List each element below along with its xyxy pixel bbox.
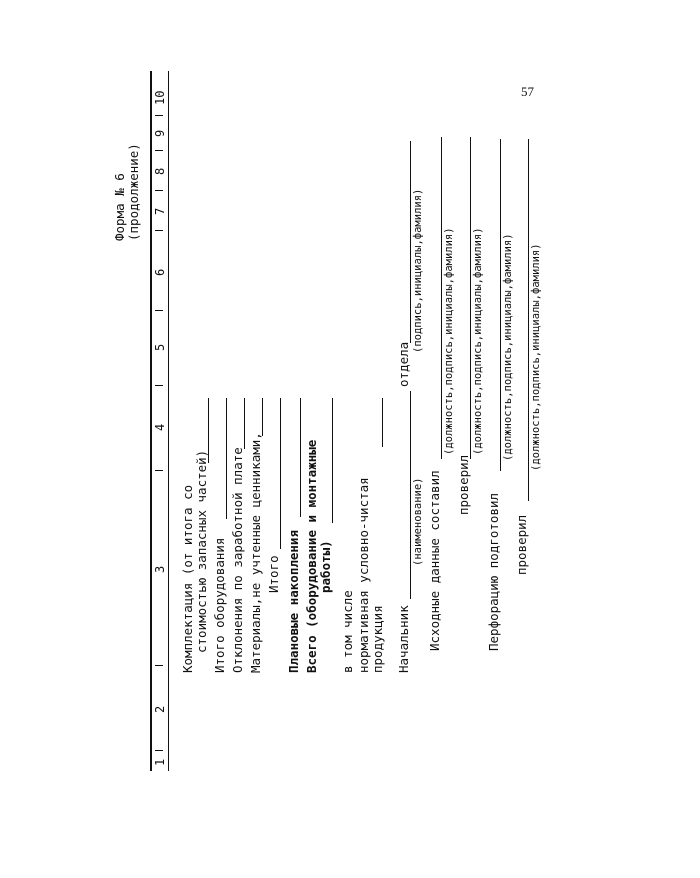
- position-sign-caption: (должность,подпись,инициалы,фамилия): [530, 243, 542, 471]
- row-label: Итого: [266, 555, 281, 593]
- column-number: 5: [153, 343, 167, 351]
- row-fill-line: [300, 398, 301, 517]
- page-number: 57: [521, 84, 534, 99]
- source-compiled-line: [441, 137, 442, 459]
- column-divider: [155, 190, 163, 191]
- row-fill-line: [208, 398, 209, 463]
- row-label: Плановые накопления: [286, 530, 301, 673]
- position-sign-caption: (должность,подпись,инициалы,фамилия): [472, 227, 484, 455]
- header-bottom-rule: [168, 71, 169, 771]
- row-label: нормативная условно-чистая: [356, 477, 371, 673]
- row-label: Отклонения по заработной плате: [230, 447, 245, 673]
- form-subtitle: (продолжение): [126, 143, 141, 241]
- column-divider: [155, 665, 163, 666]
- column-number: 9: [153, 129, 167, 137]
- column-number: 4: [153, 423, 167, 431]
- column-divider: [155, 150, 163, 151]
- form-6-continuation: [112, 71, 542, 771]
- row-fill-line: [332, 398, 333, 523]
- column-number: 8: [153, 167, 167, 175]
- column-divider: [155, 470, 163, 471]
- checked-label: проверил: [456, 454, 471, 515]
- row-label: продукция: [370, 605, 385, 673]
- column-divider: [155, 310, 163, 311]
- row-label: Материалы,не учтенные ценниками,: [248, 432, 263, 673]
- name-caption: (наименование): [412, 477, 424, 566]
- row-label: работы): [318, 540, 333, 593]
- row-fill-line: [226, 398, 227, 519]
- row-fill-line: [244, 398, 245, 449]
- sign-caption: (подпись,инициалы,фамилия): [412, 188, 424, 353]
- checked2-label: проверил: [514, 514, 529, 575]
- row-label: Комплектация (от итога со: [180, 484, 195, 673]
- column-number: 3: [153, 565, 167, 573]
- row-label: стоимостью запасных частей): [194, 449, 209, 653]
- chief-sign-line: [410, 141, 411, 343]
- column-divider: [155, 230, 163, 231]
- row-fill-line: [262, 398, 263, 436]
- row-label: Всего (оборудование и монтажные: [304, 439, 319, 673]
- perforation-label: Перфорацию подготовил: [486, 492, 501, 651]
- column-divider: [155, 115, 163, 116]
- column-number: 6: [153, 268, 167, 276]
- column-number: 1: [153, 758, 167, 766]
- column-number: 7: [153, 207, 167, 215]
- chief-name-line: [410, 391, 411, 599]
- header-top-rule: [150, 71, 152, 771]
- row-fill-line: [280, 398, 281, 549]
- position-sign-caption: (должность,подпись,инициалы,фамилия): [502, 233, 514, 461]
- column-number: 10: [153, 90, 167, 105]
- department-label: отдела: [396, 341, 411, 387]
- perforation-line: [500, 139, 501, 471]
- column-divider: [155, 385, 163, 386]
- chief-label: Начальник: [396, 605, 411, 673]
- row-label: Итого оборудования: [212, 537, 227, 673]
- checked2-line: [528, 139, 529, 501]
- column-number: 2: [153, 705, 167, 713]
- position-sign-caption: (должность,подпись,инициалы,фамилия): [443, 227, 455, 455]
- column-divider: [155, 750, 163, 751]
- source-compiled-label: Исходные данные составил: [427, 470, 442, 651]
- row-label: в том числе: [340, 590, 355, 673]
- checked-line: [470, 137, 471, 459]
- row-fill-line: [382, 398, 383, 447]
- form-title: Форма № 6: [112, 173, 127, 241]
